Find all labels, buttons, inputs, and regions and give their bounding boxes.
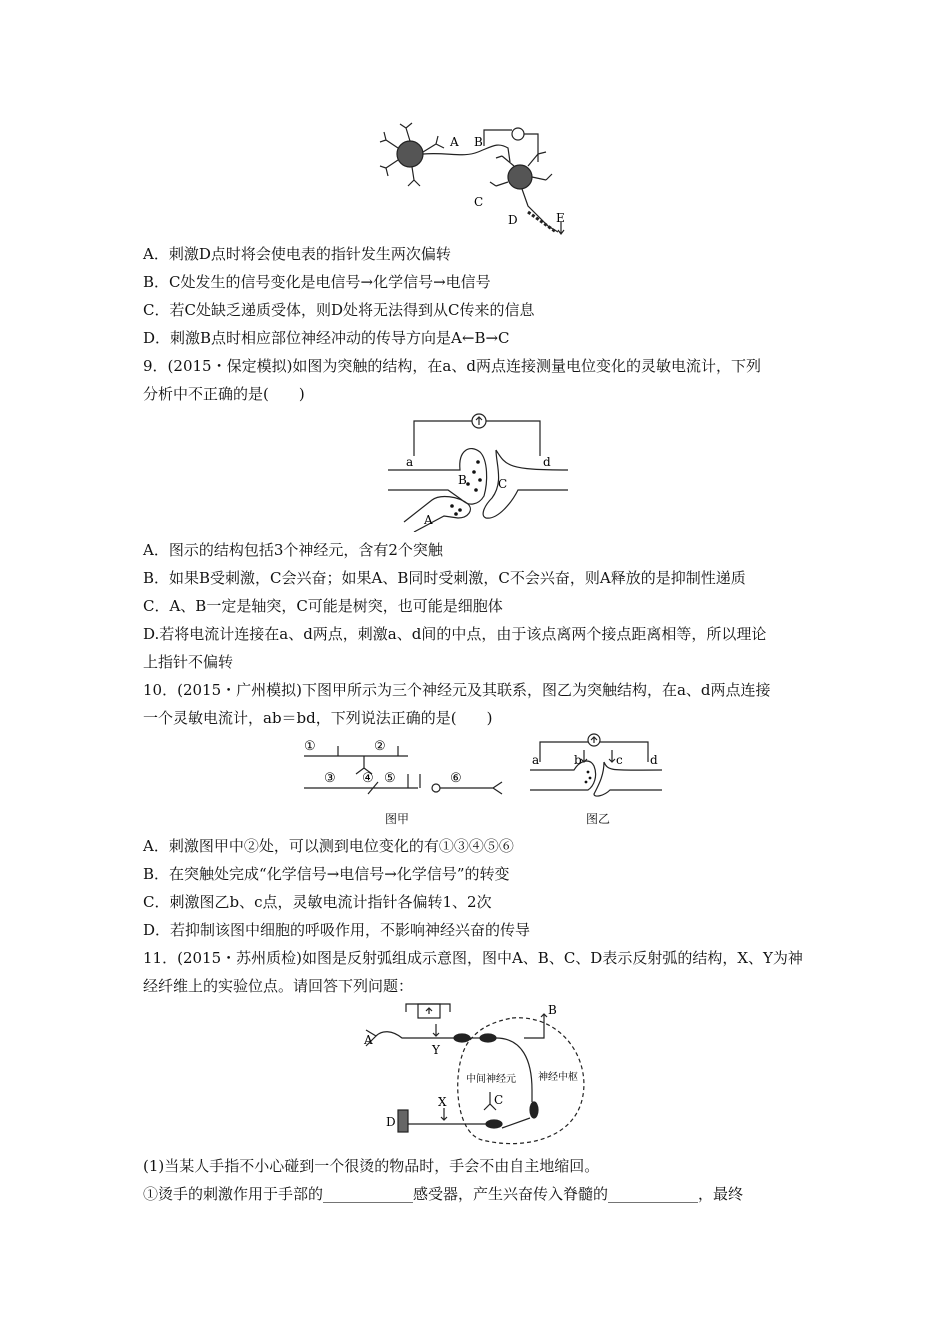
q10-jia-label-4: ④: [362, 771, 374, 786]
q8-label-D: D: [508, 213, 518, 227]
q9-stem-line1: 9．(2015・保定模拟)如图为突触的结构，在a、d两点连接测量电位变化的灵敏电流计，下列: [143, 357, 761, 375]
q9-option-d-cont: 上指针不偏转: [143, 653, 234, 671]
q10-yi-label-d: d: [650, 753, 658, 767]
q10-yi-label-a: a: [532, 753, 540, 767]
q8-label-A: A: [450, 135, 459, 149]
q10-jia-label-6: ⑥: [450, 771, 462, 786]
q11-label-A: A: [364, 1033, 373, 1047]
q8-option-c: C．若C处缺乏递质受体，则D处将无法得到从C传来的信息: [143, 301, 535, 319]
q8-option-d: D．刺激B点时相应部位神经冲动的传导方向是A←B→C: [143, 329, 510, 347]
q10-jia-label-1: ①: [304, 739, 316, 754]
q8-label-B: B: [474, 135, 483, 149]
q8-label-C: C: [474, 195, 484, 209]
q10-figure-jia: [298, 734, 508, 802]
q10-stem-line1: 10．(2015・广州模拟)下图甲所示为三个神经元及其联系，图乙为突触结构，在a、d两点连接: [143, 681, 771, 699]
q11-label-D: D: [386, 1115, 396, 1129]
q11-reflex-arc-figure: [362, 1000, 588, 1148]
q10-option-b: B．在突触处完成“化学信号→电信号→化学信号”的转变: [143, 865, 510, 883]
q10-yi-label-c: c: [616, 753, 623, 767]
q10-stem-line2: 一个灵敏电流计，ab＝bd，下列说法正确的是( ): [143, 709, 493, 727]
q10-yi-label-b: b: [574, 753, 582, 767]
q11-stem-line1: 11．(2015・苏州质检)如图是反射弧组成示意图，图中A、B、C、D表示反射弧的结构，X、Y为神: [143, 949, 803, 967]
q11-label-Y: Y: [432, 1043, 440, 1057]
q10-option-c: C．刺激图乙b、c点，灵敏电流计指针各偏转1、2次: [143, 893, 492, 911]
q9-label-B: B: [458, 473, 467, 487]
q11-sub1: (1)当某人手指不小心碰到一个很烫的物品时，手会不由自主地缩回。: [143, 1157, 600, 1175]
q8-option-a: A．刺激D点时将会使电表的指针发生两次偏转: [143, 245, 451, 263]
q9-label-A: A: [424, 513, 433, 527]
q10-caption-jia: 图甲: [385, 812, 410, 826]
q10-jia-label-5: ⑤: [384, 771, 396, 786]
q9-option-d: D.若将电流计连接在a、d两点，刺激a、d间的中点，由于该点离两个接点距离相等，所以理论: [143, 625, 767, 643]
q11-label-C: C: [494, 1093, 504, 1107]
q9-synapse-figure: [388, 410, 568, 532]
q9-label-a: a: [406, 455, 414, 469]
q11-label-X: X: [438, 1095, 447, 1109]
q8-label-E: E: [556, 211, 565, 225]
q10-figure-yi: [530, 732, 662, 802]
q11-stem-line2: 经纤维上的实验位点。请回答下列问题：: [143, 977, 414, 995]
q8-neuron-figure: [378, 122, 578, 240]
q9-label-d: d: [543, 455, 551, 469]
q9-option-c: C．A、B一定是轴突，C可能是树突，也可能是细胞体: [143, 597, 503, 615]
q8-option-b: B．C处发生的信号变化是电信号→化学信号→电信号: [143, 273, 491, 291]
q10-caption-yi: 图乙: [586, 812, 611, 826]
q10-jia-label-3: ③: [324, 771, 336, 786]
q10-option-a: A．刺激图甲中②处，可以测到电位变化的有①③④⑤⑥: [143, 837, 514, 855]
q9-stem-line2: 分析中不正确的是( ): [143, 385, 305, 403]
q10-jia-label-2: ②: [374, 739, 386, 754]
q11-sub1-a: ①烫手的刺激作用于手部的____________感受器，产生兴奋传入脊髓的____________，最终: [143, 1185, 744, 1203]
q11-label-B: B: [548, 1003, 557, 1017]
q11-label-center: 神经中枢: [538, 1072, 578, 1083]
q9-option-a: A．图示的结构包括3个神经元，含有2个突触: [143, 541, 443, 559]
q9-option-b: B．如果B受刺激，C会兴奋；如果A、B同时受刺激，C不会兴奋，则A释放的是抑制性递质: [143, 569, 746, 587]
q9-label-C: C: [498, 477, 508, 491]
q10-option-d: D．若抑制该图中细胞的呼吸作用，不影响神经兴奋的传导: [143, 921, 531, 939]
q11-label-interneuron: 中间神经元: [466, 1074, 516, 1085]
